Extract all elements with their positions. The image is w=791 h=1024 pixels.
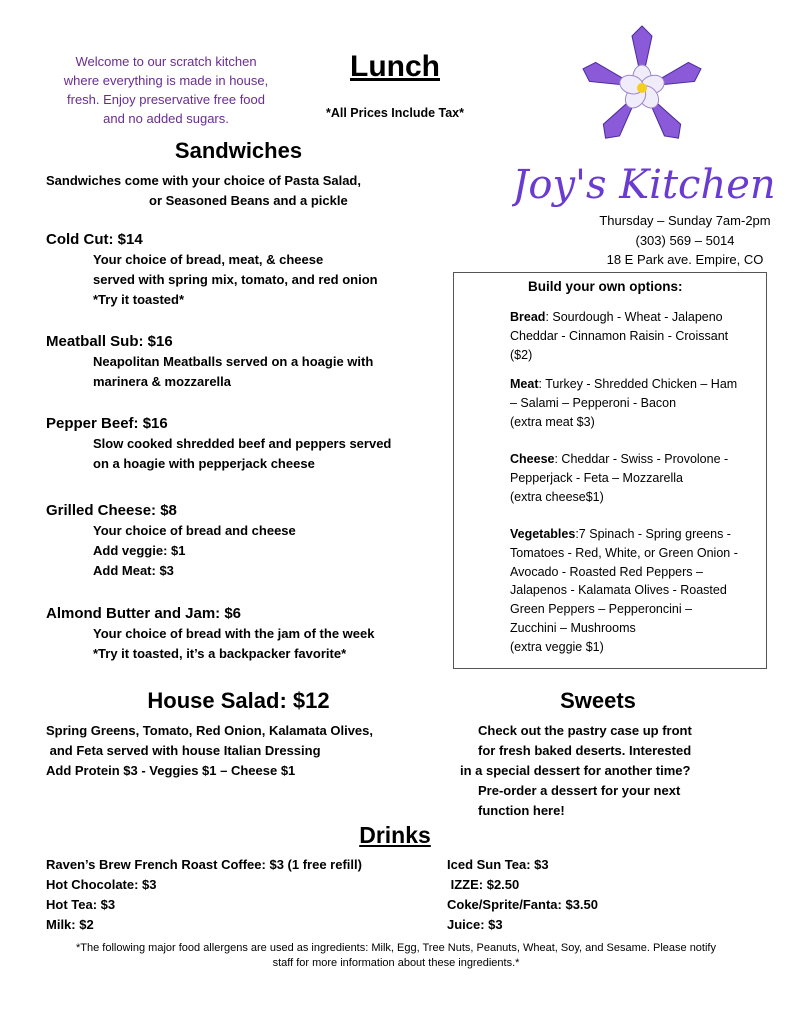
brand-logo <box>512 20 782 215</box>
option-line: ($2) <box>510 347 533 362</box>
option-cheese <box>510 450 760 506</box>
drink-item: Hot Chocolate: $3 <box>46 877 157 892</box>
option-line: Cheddar - Cinnamon Raisin - Croissant <box>510 328 729 343</box>
sandwiches-heading: Sandwiches <box>174 138 303 163</box>
sweets-heading: Sweets <box>560 688 636 713</box>
option-vegetables <box>510 525 765 657</box>
option-line: (extra veggie $1) <box>510 639 604 654</box>
item-desc <box>46 434 446 474</box>
option-label: Bread <box>510 310 546 324</box>
drink-item: IZZE: $2.50 <box>447 877 520 892</box>
item-desc <box>46 352 446 392</box>
salad-desc <box>46 721 446 781</box>
option-line: – Salami – Pepperoni - Bacon <box>510 395 677 410</box>
salad-line: Spring Greens, Tomato, Red Onion, Kalamata Olives, <box>46 723 373 738</box>
salad-line: Add Protein $3 - Veggies $1 – Cheese $1 <box>46 763 296 778</box>
item-desc <box>46 250 446 310</box>
intro-line: Sandwiches come with your choice of Pasta Salad, <box>46 173 361 188</box>
option-label: Cheese <box>510 452 555 466</box>
option-line: : Sourdough - Wheat - Jalapeno <box>545 310 723 324</box>
option-line: (extra cheese$1) <box>510 489 604 504</box>
item-desc <box>46 624 446 664</box>
welcome-line: and no added sugars. <box>103 111 229 126</box>
desc-line: marinera & mozzarella <box>93 374 232 389</box>
phone: (303) 569 – 5014 <box>635 232 735 248</box>
desc-line: Your choice of bread with the jam of the week <box>93 626 375 641</box>
address: 18 E Park ave. Empire, CO <box>606 252 764 267</box>
drink-item: Juice: $3 <box>447 917 503 932</box>
option-line: (extra meat $3) <box>510 414 595 429</box>
build-options-title: Build your own options: <box>528 279 683 294</box>
option-line: : Cheddar - Swiss - Provolone - <box>554 452 729 466</box>
option-line: :7 Spinach - Spring greens - <box>575 527 731 541</box>
option-line: Green Peppers – Pepperoncini – <box>510 602 693 617</box>
salad-heading: House Salad: $12 <box>147 688 330 713</box>
desc-line: on a hoagie with pepperjack cheese <box>93 456 315 471</box>
desc-line: served with spring mix, tomato, and red onion <box>93 272 378 287</box>
intro-line: or Seasoned Beans and a pickle <box>149 193 348 208</box>
sweets-desc <box>458 721 758 821</box>
option-bread <box>510 308 760 364</box>
desc-line: *Try it toasted, it’s a backpacker favorite* <box>93 646 347 661</box>
drink-item: Raven’s Brew French Roast Coffee: $3 (1 free refill) <box>46 857 362 872</box>
flower-icon <box>512 20 782 215</box>
menu-item-cold-cut <box>46 231 446 310</box>
drinks-list-left <box>46 855 446 935</box>
menu-item-meatball-sub <box>46 333 446 392</box>
desc-line: Add veggie: $1 <box>93 543 186 558</box>
sweets-line: Pre-order a dessert for your next <box>478 783 681 798</box>
welcome-line: where everything is made in house, <box>63 73 269 88</box>
hours: Thursday – Sunday 7am-2pm <box>599 213 771 228</box>
desc-line: Slow cooked shredded beef and peppers served <box>93 436 392 451</box>
drinks-list-right <box>447 855 747 935</box>
desc-line: Your choice of bread and cheese <box>93 523 296 538</box>
drinks-heading: Drinks <box>359 822 431 848</box>
menu-item-grilled-cheese <box>46 502 446 581</box>
brand-name: Joy's Kitchen <box>512 162 776 208</box>
welcome-line: fresh. Enjoy preservative free food <box>67 92 265 107</box>
option-label: Vegetables <box>510 527 576 541</box>
sandwiches-intro <box>46 171 416 211</box>
menu-item-almond-butter <box>46 605 446 664</box>
drink-item: Hot Tea: $3 <box>46 897 116 912</box>
menu-item-pepper-beef <box>46 415 446 474</box>
allergen-line: *The following major food allergens are used as ingredients: Milk, Egg, Tree Nuts, Peanuts, Wheat, Soy, and Sesame. Please notify <box>76 942 716 954</box>
desc-line: Add Meat: $3 <box>93 563 174 578</box>
allergen-line: staff for more information about these ingredients.* <box>272 957 520 969</box>
tax-note: *All Prices Include Tax* <box>325 106 465 120</box>
item-name: Meatball Sub: $16 <box>46 333 173 350</box>
option-line: Jalapenos - Kalamata Olives - Roasted <box>510 583 727 598</box>
item-name: Pepper Beef: $16 <box>46 415 168 432</box>
welcome-note <box>52 52 280 128</box>
sweets-line: in a special dessert for another time? <box>460 763 691 778</box>
option-line: Zucchini – Mushrooms <box>510 620 636 635</box>
item-name: Almond Butter and Jam: $6 <box>46 605 242 622</box>
option-line: Tomatoes - Red, White, or Green Onion - <box>510 545 738 560</box>
sweets-line: function here! <box>478 803 565 818</box>
welcome-line: Welcome to our scratch kitchen <box>75 54 257 69</box>
desc-line: Your choice of bread, meat, & cheese <box>93 252 324 267</box>
item-name: Grilled Cheese: $8 <box>46 502 177 519</box>
drink-item: Iced Sun Tea: $3 <box>447 857 549 872</box>
allergen-note <box>46 941 746 971</box>
option-line: : Turkey - Shredded Chicken – Ham <box>538 377 738 391</box>
salad-line: and Feta served with house Italian Dressing <box>46 743 321 758</box>
option-line: Avocado - Roasted Red Peppers – <box>510 564 703 579</box>
sweets-line: for fresh baked deserts. Interested <box>478 743 692 758</box>
item-name: Cold Cut: $14 <box>46 231 143 248</box>
item-desc <box>46 521 446 581</box>
option-label: Meat <box>510 377 539 391</box>
option-meat <box>510 375 760 431</box>
desc-line: *Try it toasted* <box>93 292 185 307</box>
sweets-line: Check out the pastry case up front <box>478 723 692 738</box>
drink-item: Coke/Sprite/Fanta: $3.50 <box>447 897 598 912</box>
restaurant-info <box>580 211 790 270</box>
page-title: Lunch <box>350 50 440 83</box>
drink-item: Milk: $2 <box>46 917 94 932</box>
option-line: Pepperjack - Feta – Mozzarella <box>510 470 683 485</box>
desc-line: Neapolitan Meatballs served on a hoagie with <box>93 354 374 369</box>
